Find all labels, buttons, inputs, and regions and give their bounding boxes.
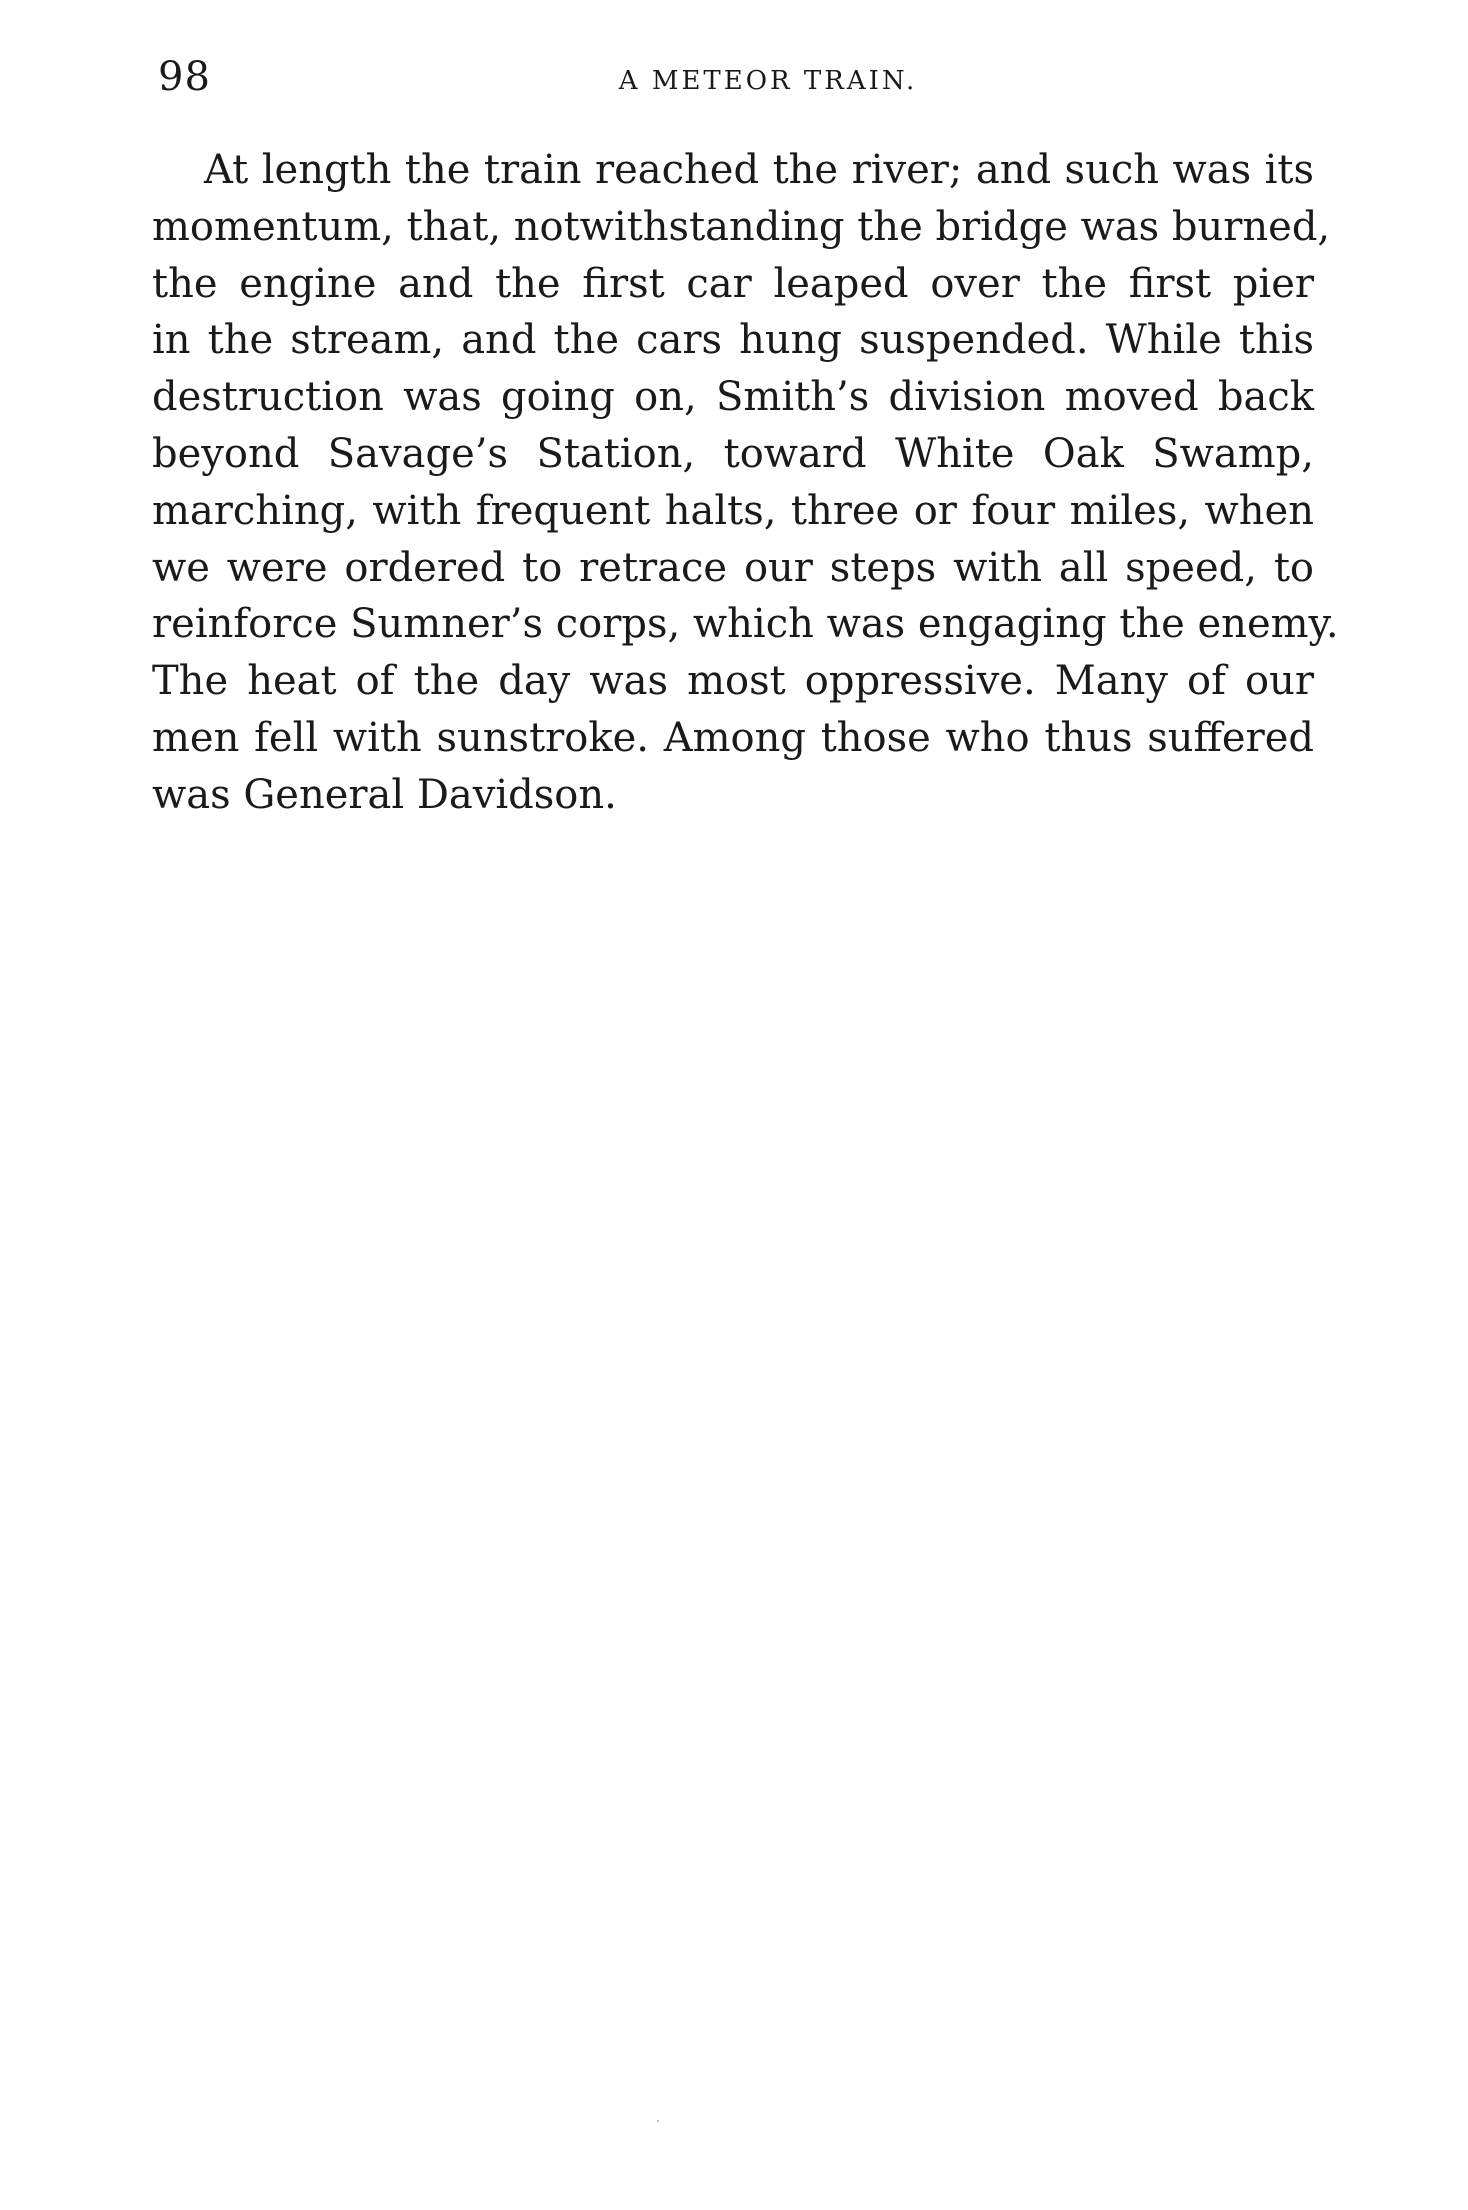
text-line: destruction was going on, Smith’s division moved back	[152, 374, 1314, 421]
text-line: men fell with sunstroke. Among those who thus suffered	[152, 714, 1314, 761]
text-line: reinforce Sumner’s corps, which was engaging the enemy.	[152, 601, 1339, 648]
running-head	[158, 52, 1318, 102]
text-line: momentum, that, notwithstanding the bridge was burned,	[152, 203, 1331, 250]
text-line: The heat of the day was most oppressive. Many of our	[152, 658, 1314, 705]
running-title: A METEOR TRAIN.	[618, 66, 918, 96]
page-number: 98	[158, 54, 211, 100]
paper-speck	[657, 2120, 659, 2122]
text-line: At length the train reached the river; and such was its	[204, 147, 1314, 193]
text-line: in the stream, and the cars hung suspended. While this	[152, 317, 1314, 364]
body-paragraph	[152, 142, 1339, 824]
text-line: we were ordered to retrace our steps with all speed, to	[152, 544, 1314, 591]
text-line: beyond Savage’s Station, toward White Oak Swamp,	[152, 430, 1314, 477]
text-line: was General Davidson.	[152, 771, 617, 818]
text-line: the engine and the first car leaped over the first pier	[152, 260, 1314, 307]
text-line: marching, with frequent halts, three or four miles, when	[152, 487, 1314, 534]
